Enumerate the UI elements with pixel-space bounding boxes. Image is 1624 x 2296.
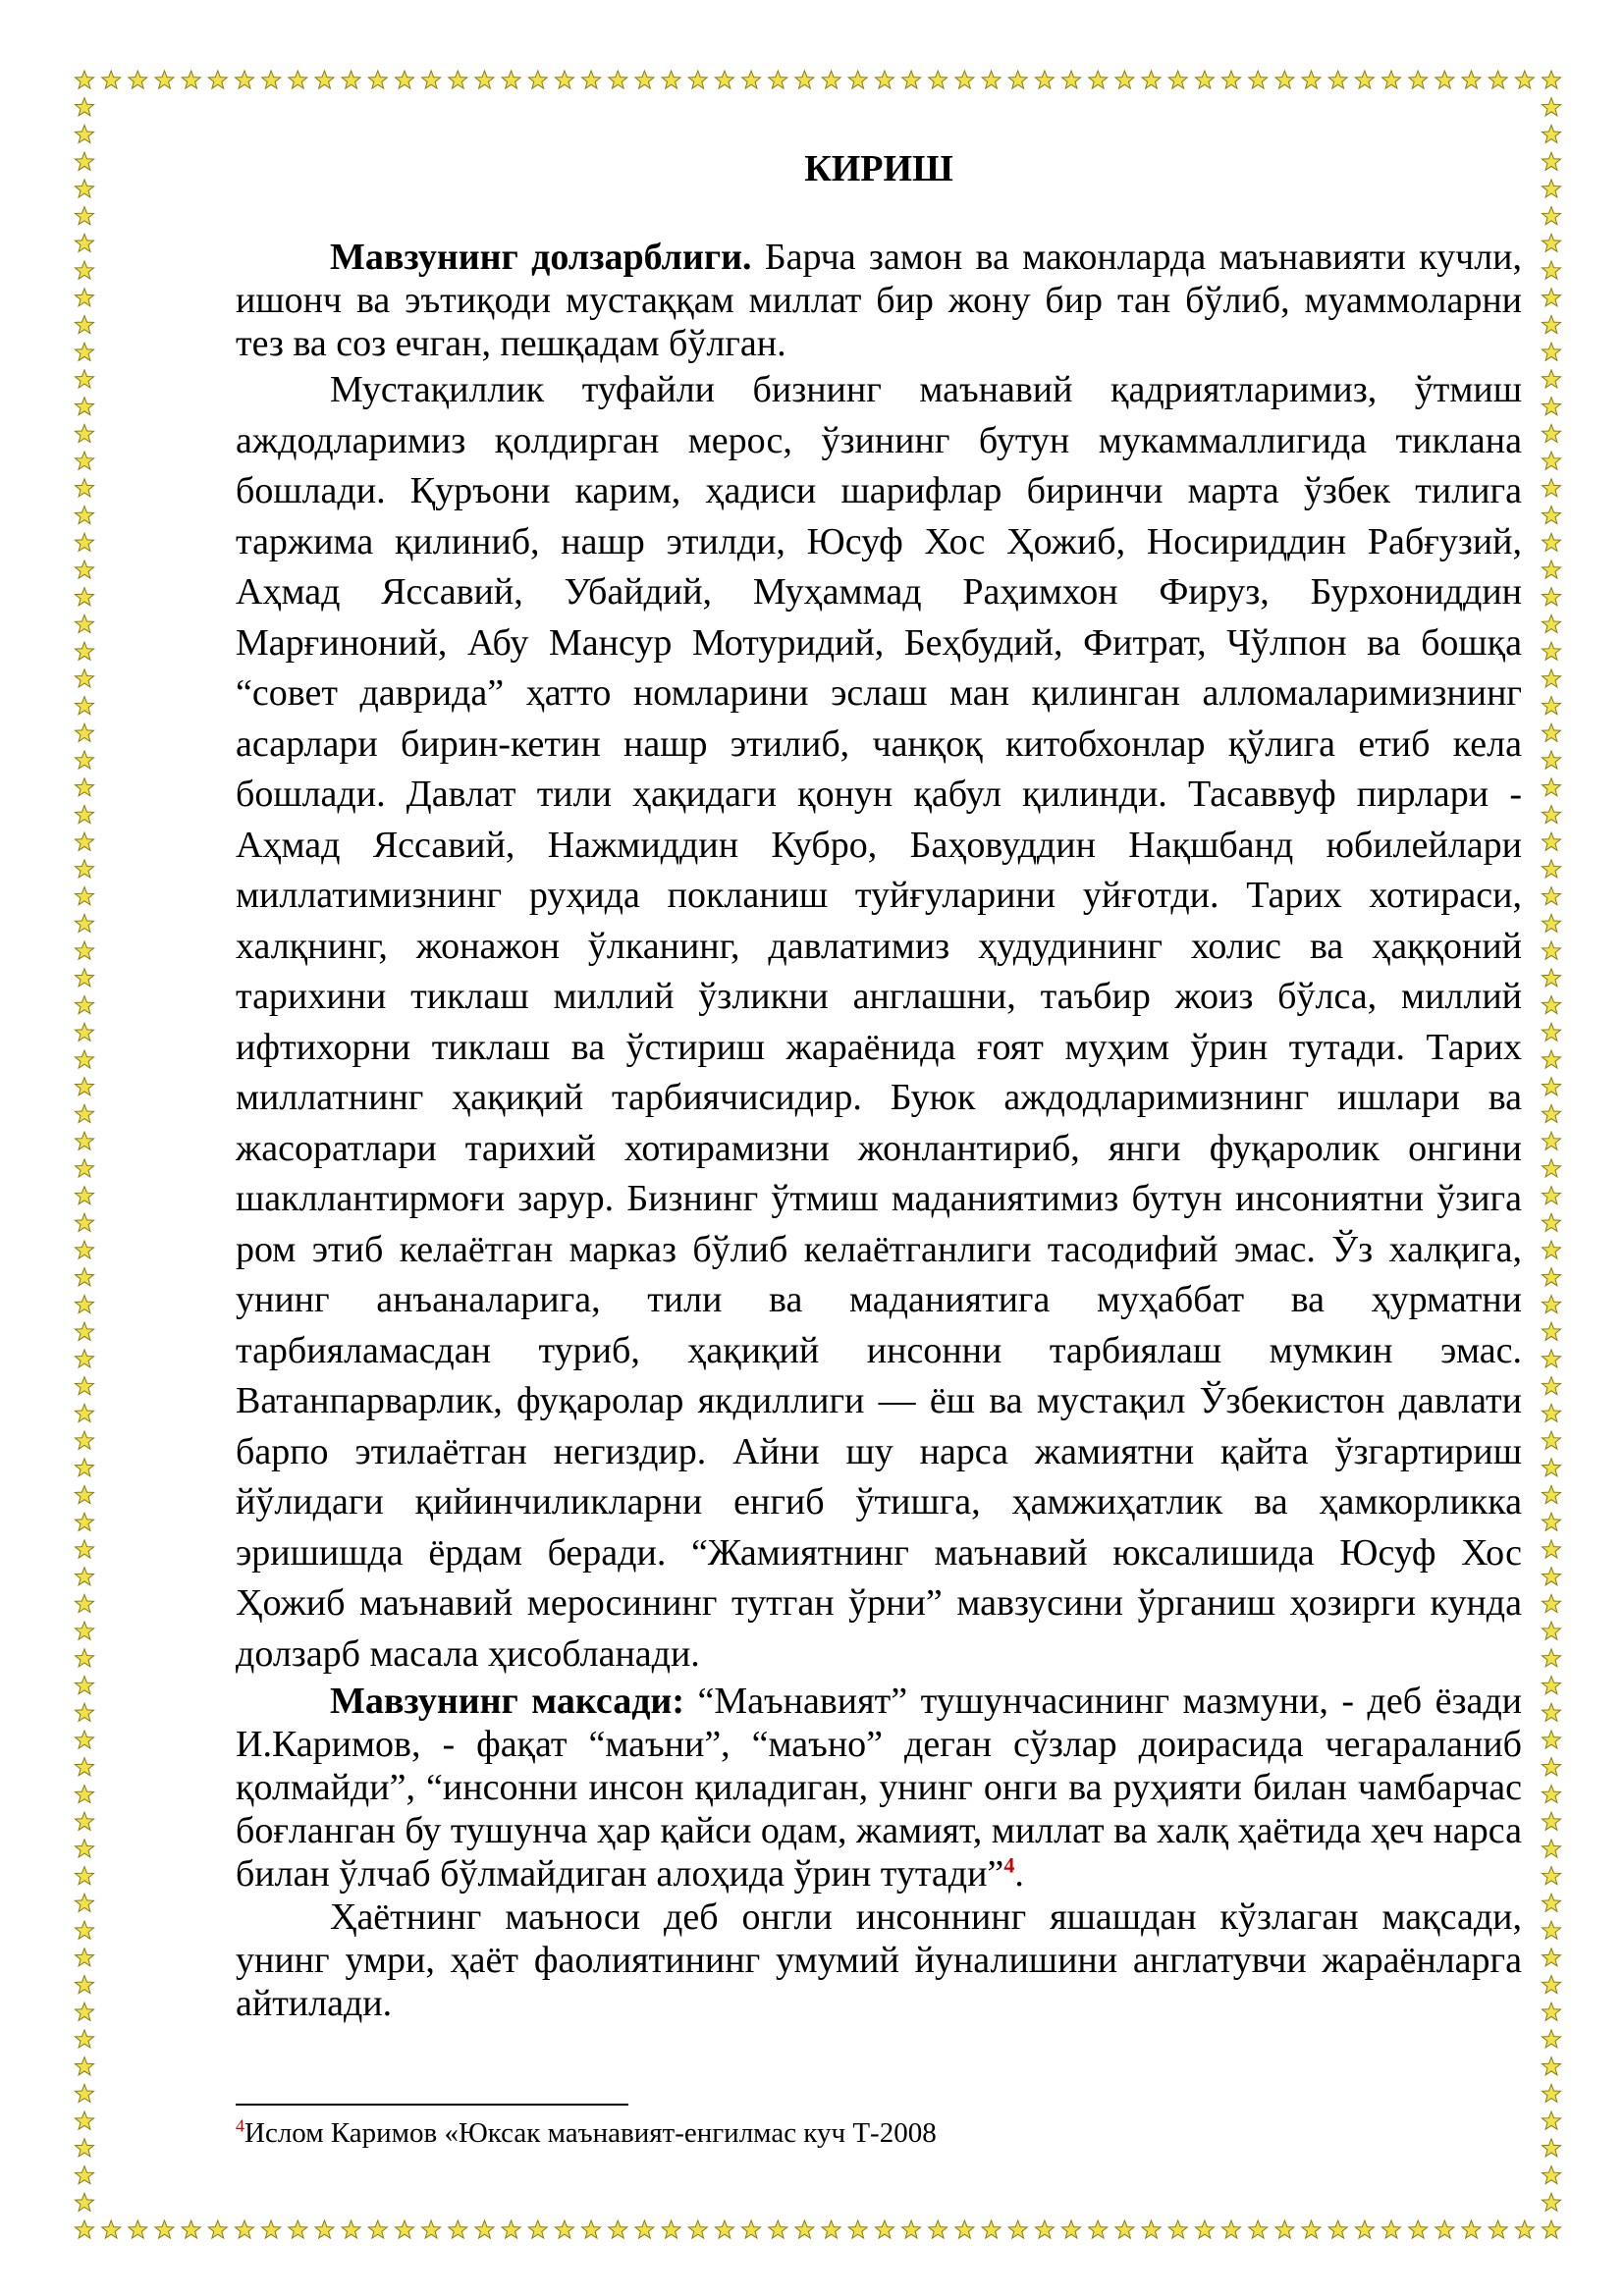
border-star-icon [875,2220,893,2238]
border-star-icon [76,180,94,197]
border-star-icon [1515,71,1534,88]
border-star-icon [582,71,601,88]
border-star-icon [1462,2220,1481,2238]
border-star-icon [1543,2030,1561,2048]
border-star-icon [1543,832,1561,850]
border-star-icon [1489,71,1507,88]
border-star-icon [475,71,494,88]
border-star-icon [1543,642,1561,660]
border-star-icon [1543,1568,1561,1585]
border-star-icon [1543,370,1561,388]
border-star-icon [76,1404,94,1421]
border-star-icon [1543,2084,1561,2102]
border-star-icon [1543,1513,1561,1530]
border-star-icon [1543,1840,1561,1857]
border-star-icon [342,2220,360,2238]
border-star-icon [502,71,520,88]
border-star-icon [76,1104,94,1122]
border-star-icon [1543,1703,1561,1721]
border-star-icon [449,71,467,88]
border-star-icon [769,2220,787,2238]
border-star-icon [1543,180,1561,197]
border-star-icon [1543,1758,1561,1776]
border-star-icon [1543,343,1561,360]
border-star-icon [1543,1132,1561,1149]
border-star-icon [1275,2220,1294,2238]
footnote-mark: 4 [236,2115,244,2136]
border-star-icon [76,1540,94,1558]
border-star-icon [1142,71,1161,88]
border-star-icon [822,71,840,88]
border-star-icon [1543,806,1561,824]
border-star-icon [1543,697,1561,715]
border-star-icon [1543,1867,1561,1885]
border-star-icon [1543,1731,1561,1748]
border-star-icon [1543,751,1561,769]
border-star-icon [1543,887,1561,905]
paragraph-text: “Маънавият” тушунчасининг мазмуни, - деб ёзади И.Каримов, - фақат “маъни”, “маъно” деган сўзлар доирасида чегараланиб қолмайди”, “инсонни инсон қиладиган, унинг онги ва руҳияти билан чамбарчас боғланган бу тушунча ҳар қайси одам, жамият, миллат ва халқ ҳаётида ҳеч нарса билан ўлчаб бўлмайдиган алоҳида ўрин тутади” [236,1681,1522,1895]
border-star-icon [1543,941,1561,959]
border-star-icon [1543,1213,1561,1231]
border-star-icon [76,125,94,142]
border-star-icon [76,1213,94,1231]
border-star-icon [1543,1431,1561,1449]
border-star-icon [1543,1786,1561,1803]
border-star-icon [76,207,94,225]
border-star-icon [1543,234,1561,251]
border-star-icon [1543,207,1561,225]
border-star-icon [1543,1050,1561,1068]
footnote [236,2115,1522,2151]
border-star-icon [76,751,94,769]
border-star-icon [1543,1677,1561,1694]
border-star-icon [982,71,1001,88]
border-star-icon [848,2220,867,2238]
border-star-icon [1142,2220,1161,2238]
border-star-icon [1543,1078,1561,1095]
border-star-icon [76,1840,94,1857]
border-star-icon [76,533,94,551]
border-star-icon [129,2220,147,2238]
border-star-icon [76,507,94,524]
border-star-icon [396,2220,414,2238]
border-star-icon [1222,2220,1241,2238]
border-star-icon [1543,1023,1561,1041]
border-star-icon [1543,2111,1561,2129]
border-star-icon [1543,561,1561,578]
paragraph-goal [236,1680,1522,1896]
border-star-icon [555,71,573,88]
border-star-icon [236,2220,254,2238]
border-star-icon [102,2220,121,2238]
paragraph-life-meaning [236,1896,1522,2025]
border-star-icon [76,289,94,306]
border-star-icon [1062,2220,1081,2238]
border-star-icon [1168,2220,1187,2238]
border-star-icon [1435,2220,1454,2238]
border-star-icon [1035,71,1054,88]
border-star-icon [929,71,947,88]
border-star-icon [76,1296,94,1313]
border-star-icon [528,71,547,88]
border-star-icon [76,2002,94,2020]
border-star-icon [902,2220,921,2238]
border-star-icon [76,1187,94,1204]
border-star-icon [76,1649,94,1667]
border-star-icon [1543,1241,1561,1258]
border-star-icon [76,1731,94,1748]
border-star-icon [1543,1322,1561,1340]
border-star-icon [315,2220,334,2238]
border-star-icon [555,2220,573,2238]
border-star-icon [1543,2220,1561,2238]
border-star-icon [1543,479,1561,497]
border-star-icon [76,1513,94,1530]
border-star-icon [635,2220,654,2238]
border-star-icon [76,234,94,251]
border-star-icon [76,370,94,388]
border-star-icon [76,2139,94,2157]
border-star-icon [396,71,414,88]
border-star-icon [1382,71,1401,88]
border-star-icon [76,1786,94,1803]
border-star-icon [76,614,94,632]
border-star-icon [368,2220,387,2238]
border-star-icon [1543,533,1561,551]
paragraph-lead: Мавзунинг долзарблиги. [330,237,752,278]
border-star-icon [1543,860,1561,878]
border-star-icon [1543,914,1561,932]
border-star-icon [102,71,121,88]
border-star-icon [1543,1377,1561,1395]
border-star-icon [715,71,733,88]
border-star-icon [1543,1921,1561,1939]
border-star-icon [76,1976,94,1994]
border-star-icon [795,2220,814,2238]
border-star-icon [1543,1459,1561,1476]
border-star-icon [875,71,893,88]
border-star-icon [502,2220,520,2238]
border-star-icon [688,71,707,88]
border-star-icon [76,1677,94,1694]
border-star-icon [76,887,94,905]
border-star-icon [76,2193,94,2211]
border-star-icon [76,343,94,360]
border-star-icon [1543,1540,1561,1558]
document-body [236,147,1522,2025]
border-star-icon [76,479,94,497]
border-star-icon [76,1568,94,1585]
paragraph-text: Ҳаётнинг маъноси деб онгли инсоннинг яшашдан кўзлаган мақсади, унинг умри, ҳаёт фаолиятининг умумий йуналишини англатувчи жараёнларга айтилади. [236,1896,1522,2024]
border-star-icon [1543,1486,1561,1504]
border-star-icon [1543,778,1561,796]
border-star-icon [1435,71,1454,88]
border-star-icon [822,2220,840,2238]
border-star-icon [76,2220,94,2238]
border-star-icon [76,424,94,442]
border-star-icon [1543,1649,1561,1667]
border-star-icon [129,71,147,88]
border-star-icon [76,2084,94,2102]
border-star-icon [76,452,94,469]
border-star-icon [1115,71,1134,88]
footnote-reference[interactable]: 4 [1003,1852,1015,1878]
border-star-icon [1275,71,1294,88]
border-star-icon [1543,2193,1561,2211]
border-star-icon [76,697,94,715]
border-star-icon [236,71,254,88]
border-star-icon [76,1078,94,1095]
border-star-icon [1489,2220,1507,2238]
border-star-icon [76,832,94,850]
border-star-icon [182,71,200,88]
border-star-icon [769,71,787,88]
border-star-icon [208,71,227,88]
border-star-icon [742,71,761,88]
border-star-icon [1543,969,1561,987]
border-star-icon [1355,71,1374,88]
border-star-icon [1543,71,1561,88]
border-star-icon [1543,996,1561,1014]
paragraph-text-end: . [1014,1853,1024,1895]
border-star-icon [848,71,867,88]
border-star-icon [76,561,94,578]
border-star-icon [76,642,94,660]
border-star-icon [1543,1894,1561,1911]
border-star-icon [1409,2220,1428,2238]
border-star-icon [1543,125,1561,142]
border-star-icon [76,1023,94,1041]
paragraph-independence [236,365,1522,1680]
border-star-icon [76,806,94,824]
border-star-icon [1543,507,1561,524]
border-star-icon [1543,669,1561,687]
border-star-icon [76,1350,94,1367]
border-star-icon [76,1594,94,1612]
border-star-icon [1543,1104,1561,1122]
border-star-icon [1543,614,1561,632]
border-star-icon [76,723,94,741]
paragraph-text: Барча замон ва маконларда маънавияти кучли, ишонч ва эътиқоди мустаққам миллат бир жону бир тан бўлиб, муаммоларни тез ва соз ечган, пешқадам бўлган. [236,237,1522,364]
border-star-icon [76,1867,94,1885]
border-star-icon [1195,71,1214,88]
border-star-icon [1195,2220,1214,2238]
border-star-icon [1222,71,1241,88]
border-star-icon [289,2220,307,2238]
paragraph-text: Мустақиллик туфайли бизнинг маънавий қадриятларимиз, ўтмиш аждодларимиз қолдирган мерос, ўзининг бутун мукаммаллигида тиклана бошлади. Қуръони карим, ҳадиси шарифлар биринчи марта ўзбек тилига таржима қилиниб, нашр этилди, Юсуф Хос Ҳожиб, Носириддин Рабғузий, Аҳмад Яссавий, Убайдий, Муҳаммад Раҳимхон Фируз, Бурхониддин Марғиноний, Абу Мансур Мотуридий, Беҳбудий, Фитрат, Чўлпон ва бошқа “совет даврида” ҳатто номларини эслаш ман қилинган алломаларимизнинг асарлари бирин-кетин нашр этилиб, чанқоқ китобхонлар қўлига етиб кела бошлади. Давлат тили ҳақидаги қонун қабул қилинди. Тасаввуф пирлари - Аҳмад Яссавий, Нажмиддин Кубро, Баҳовуддин Нақшбанд юбилейлари миллатимизнинг руҳида покланиш туйғуларини уйғотди. Тарих хотираси, халқнинг, жонажон ўлканинг, давлатимиз ҳудудининг холис ва ҳаққоний тарихини тиклаш миллий ўзликни англашни, таъбир жоиз бўлса, миллий ифтихорни тиклаш ва ўстириш жараёнида ғоят муҳим ўрин тутади. Тарих миллатнинг ҳақиқий тарбиячисидир. Буюк аждодларимизнинг ишлари ва жасоратлари тарихий хотирамизни жонлантириб, янги фуқаролик онгини шакллантирмоғи зарур. Бизнинг ўтмиш маданиятимиз бутун инсониятни ўзига ром этиб келаётган марказ бўлиб келаётганлиги тасодифий эмас. Ўз халқига, унинг анъаналарига, тили ва маданиятига муҳаббат ва ҳурматни тарбияламасдан туриб, ҳақиқий инсонни тарбиялаш мумкин эмас. Ватанпарварлик, фуқаролар якдиллиги — ёш ва мустақил Ўзбекистон давлати барпо этилаётган негиздир. Айни шу нарса жамиятни қайта ўзгартириш йўлидаги қийинчиликларни енгиб ўтишга, ҳамжиҳатлик ва ҳамкорликка эришишда ёрдам беради. “Жамиятнинг маънавий юксалишида Юсуф Хос Ҳожиб маънавий меросининг тутган ўрни” мавзусини ўрганиш ҳозирги кунда долзарб масала ҳисобланади. [236,369,1522,1675]
border-star-icon [76,914,94,932]
border-star-icon [795,71,814,88]
paragraph-lead: Мавзунинг максади: [330,1681,684,1722]
border-star-icon [76,1241,94,1258]
border-star-icon [1543,2002,1561,2020]
border-star-icon [1302,2220,1321,2238]
border-star-icon [1035,2220,1054,2238]
border-star-icon [528,2220,547,2238]
border-star-icon [1543,1159,1561,1177]
border-star-icon [955,71,974,88]
border-star-icon [1543,1404,1561,1421]
border-star-icon [76,2111,94,2129]
border-star-icon [1089,71,1108,88]
border-star-icon [422,71,441,88]
border-star-icon [582,2220,601,2238]
border-star-icon [1355,2220,1374,2238]
border-star-icon [1543,2057,1561,2075]
border-star-icon [1328,2220,1347,2238]
border-star-icon [76,152,94,170]
border-star-icon [262,71,281,88]
border-star-icon [76,1268,94,1286]
border-star-icon [76,71,94,88]
border-star-icon [76,261,94,279]
border-star-icon [1249,71,1268,88]
border-star-icon [155,71,174,88]
border-star-icon [76,669,94,687]
border-star-icon [76,98,94,116]
border-star-icon [1382,2220,1401,2238]
border-star-icon [1543,1296,1561,1313]
border-star-icon [1302,71,1321,88]
border-star-icon [342,71,360,88]
border-star-icon [76,398,94,415]
border-star-icon [76,1322,94,1340]
border-star-icon [1462,71,1481,88]
border-star-icon [76,588,94,606]
footnote-separator [236,2104,628,2106]
border-star-icon [76,2030,94,2048]
border-star-icon [1543,316,1561,334]
border-star-icon [1543,1812,1561,1830]
border-star-icon [76,941,94,959]
border-star-icon [1409,71,1428,88]
border-star-icon [76,1431,94,1449]
border-star-icon [1249,2220,1268,2238]
border-star-icon [76,1622,94,1639]
border-star-icon [1543,152,1561,170]
border-star-icon [368,71,387,88]
border-star-icon [1543,588,1561,606]
border-star-icon [1543,261,1561,279]
border-star-icon [76,1894,94,1911]
border-star-icon [1543,1622,1561,1639]
border-star-icon [688,2220,707,2238]
border-star-icon [662,71,680,88]
border-star-icon [1515,2220,1534,2238]
border-star-icon [1543,723,1561,741]
border-star-icon [1543,1187,1561,1204]
border-star-icon [742,2220,761,2238]
border-star-icon [76,969,94,987]
border-star-icon [182,2220,200,2238]
border-star-icon [76,316,94,334]
border-star-icon [1089,2220,1108,2238]
border-star-icon [982,2220,1001,2238]
border-star-icon [955,2220,974,2238]
border-star-icon [662,2220,680,2238]
border-star-icon [1543,424,1561,442]
border-star-icon [76,1377,94,1395]
border-star-icon [1062,71,1081,88]
border-star-icon [76,1758,94,1776]
border-star-icon [609,71,627,88]
border-star-icon [635,71,654,88]
border-star-icon [76,1459,94,1476]
border-star-icon [76,1949,94,1966]
border-star-icon [1543,1350,1561,1367]
border-star-icon [76,1132,94,1149]
border-star-icon [1543,1594,1561,1612]
border-star-icon [1115,2220,1134,2238]
border-star-icon [449,2220,467,2238]
border-star-icon [1543,2166,1561,2184]
border-star-icon [1543,452,1561,469]
border-star-icon [1543,289,1561,306]
border-star-icon [1168,71,1187,88]
border-star-icon [609,2220,627,2238]
border-star-icon [155,2220,174,2238]
footnote-text: Ислом Каримов «Юксак маънавият-енгилмас куч Т-2008 [244,2117,937,2149]
border-star-icon [1543,1268,1561,1286]
border-star-icon [208,2220,227,2238]
border-star-icon [422,2220,441,2238]
border-star-icon [1543,1949,1561,1966]
border-star-icon [76,778,94,796]
border-star-icon [1543,1976,1561,1994]
border-star-icon [76,1812,94,1830]
paragraph-relevance [236,236,1522,365]
border-star-icon [1008,71,1027,88]
border-star-icon [1008,2220,1027,2238]
border-star-icon [262,2220,281,2238]
border-star-icon [76,2166,94,2184]
border-star-icon [315,71,334,88]
border-star-icon [76,1486,94,1504]
border-star-icon [1543,2139,1561,2157]
border-star-icon [76,996,94,1014]
border-star-icon [76,2057,94,2075]
border-star-icon [1543,98,1561,116]
border-star-icon [76,860,94,878]
border-star-icon [1328,71,1347,88]
border-star-icon [76,1703,94,1721]
border-star-icon [475,2220,494,2238]
border-star-icon [76,1921,94,1939]
border-star-icon [1543,398,1561,415]
border-star-icon [929,2220,947,2238]
border-star-icon [902,71,921,88]
page-title: КИРИШ [804,148,953,189]
border-star-icon [289,71,307,88]
border-star-icon [76,1050,94,1068]
border-star-icon [76,1159,94,1177]
border-star-icon [715,2220,733,2238]
